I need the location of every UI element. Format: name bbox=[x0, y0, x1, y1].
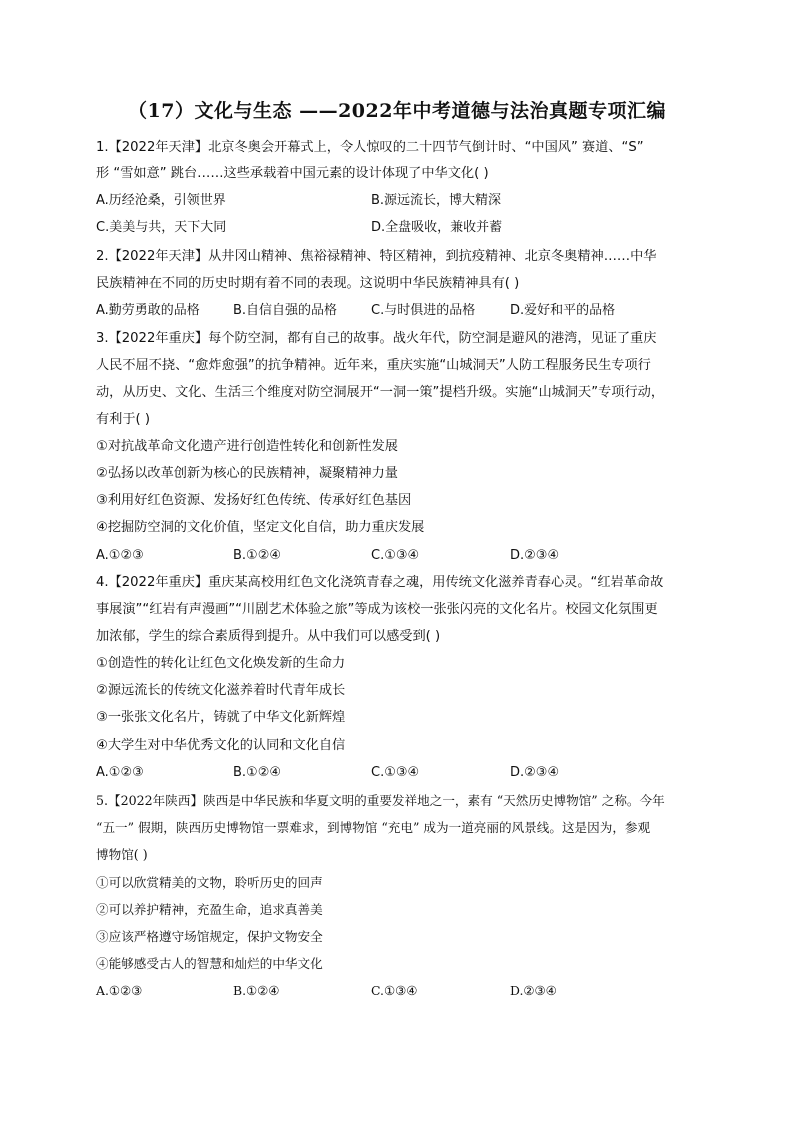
question-5-line-1: 5.【2022年陕西】陕西是中华民族和华夏文明的重要发祥地之一，素有 “天然历史博物馆” 之称。今年 bbox=[96, 793, 665, 808]
question-5-option-b: B.①②④ bbox=[233, 983, 280, 998]
question-2-line-1: 2.【2022年天津】从井冈山精神、焦裕禄精神、特区精神，到抗疫精神、北京冬奥精神……中华 bbox=[96, 249, 657, 264]
question-5-option-d: D.②③④ bbox=[510, 983, 557, 998]
question-5-statement-1: ①可以欣赏精美的文物，聆听历史的回声 bbox=[96, 875, 323, 890]
question-4-statement-3: ③一张张文化名片，铸就了中华文化新辉煌 bbox=[96, 710, 346, 725]
question-3-line-3: 动，从历史、文化、生活三个维度对防空洞展开“一洞一策”提档升级。实施“山城洞天”专项行动， bbox=[96, 385, 665, 400]
question-4-option-b: B.①②④ bbox=[233, 765, 282, 780]
question-1-option-d: D.全盘吸收，兼收并蓄 bbox=[371, 220, 503, 235]
question-4-statement-2: ②源远流长的传统文化滋养着时代青年成长 bbox=[96, 683, 346, 698]
question-5-statement-3: ③应该严格遵守场馆规定，保护文物安全 bbox=[96, 929, 323, 944]
question-3-option-b: B.①②④ bbox=[233, 548, 282, 563]
question-1-line-2: 形 “雪如意” 跳台……这些承载着中国元素的设计体现了中华文化( ) bbox=[96, 166, 489, 181]
question-3-statement-4: ④挖掘防空洞的文化价值，坚定文化自信，助力重庆发展 bbox=[96, 520, 425, 535]
question-5-option-a: A.①②③ bbox=[96, 983, 143, 998]
question-4-option-a: A.①②③ bbox=[96, 765, 144, 780]
question-1-option-c: C.美美与共，天下大同 bbox=[96, 220, 227, 235]
question-5-statement-2: ②可以养护精神，充盈生命，追求真善美 bbox=[96, 902, 323, 917]
question-4-line-2: 事展演”“红岩有声漫画”“川剧艺术体验之旅”等成为该校一张张闪亮的文化名片。校园文化氛围更 bbox=[96, 602, 658, 617]
question-3-option-d: D.②③④ bbox=[510, 548, 560, 563]
page-title: （17）文化与生态 ——2022年中考道德与法治真题专项汇编 bbox=[128, 100, 666, 122]
question-2-option-a: A.勤劳勇敢的品格 bbox=[96, 303, 200, 318]
question-3-line-1: 3.【2022年重庆】每个防空洞，都有自己的故事。战火年代，防空洞是避风的港湾，见证了重庆 bbox=[96, 331, 657, 346]
question-5-line-2: “五一” 假期，陕西历史博物馆一票难求，到博物馆 “充电” 成为一道亮丽的风景线。这是因为，参观 bbox=[96, 820, 651, 835]
question-2-option-d: D.爱好和平的品格 bbox=[510, 303, 616, 318]
question-1-option-b: B.源远流长，博大精深 bbox=[371, 193, 502, 208]
question-3-line-2: 人民不屈不挠、“愈炸愈强”的抗争精神。近年来，重庆实施“山城洞天”人防工程服务民生专项行 bbox=[96, 358, 651, 373]
question-1-option-a: A.历经沧桑，引领世界 bbox=[96, 193, 226, 208]
question-1-line-1: 1.【2022年天津】北京冬奥会开幕式上，令人惊叹的二十四节气倒计时、“中国风” 赛道、“S” bbox=[96, 140, 644, 155]
question-3-line-4: 有利于( ) bbox=[96, 412, 151, 427]
question-5-statement-4: ④能够感受古人的智慧和灿烂的中华文化 bbox=[96, 956, 323, 971]
question-4-option-c: C.①③④ bbox=[371, 765, 420, 780]
question-2-option-c: C.与时俱进的品格 bbox=[371, 303, 476, 318]
question-4-line-1: 4.【2022年重庆】重庆某高校用红色文化浇筑青春之魂，用传统文化滋养青春心灵。“红岩革命故 bbox=[96, 575, 664, 590]
question-3-statement-3: ③利用好红色资源、发扬好红色传统、传承好红色基因 bbox=[96, 493, 412, 508]
question-5-option-c: C.①③④ bbox=[371, 983, 418, 998]
question-2-option-b: B.自信自强的品格 bbox=[233, 303, 338, 318]
question-4-statement-1: ①创造性的转化让红色文化焕发新的生命力 bbox=[96, 656, 346, 671]
question-3-statement-2: ②弘扬以改革创新为核心的民族精神，凝聚精神力量 bbox=[96, 466, 398, 481]
question-5-line-3: 博物馆( ) bbox=[96, 847, 148, 862]
question-4-statement-4: ④大学生对中华优秀文化的认同和文化自信 bbox=[96, 738, 346, 753]
question-3-option-a: A.①②③ bbox=[96, 548, 144, 563]
question-3-option-c: C.①③④ bbox=[371, 548, 420, 563]
question-2-line-2: 民族精神在不同的历史时期有着不同的表现。这说明中华民族精神具有( ) bbox=[96, 276, 520, 291]
question-4-option-d: D.②③④ bbox=[510, 765, 560, 780]
question-3-statement-1: ①对抗战革命文化遗产进行创造性转化和创新性发展 bbox=[96, 439, 398, 454]
question-4-line-3: 加浓郁，学生的综合素质得到提升。从中我们可以感受到( ) bbox=[96, 629, 441, 644]
